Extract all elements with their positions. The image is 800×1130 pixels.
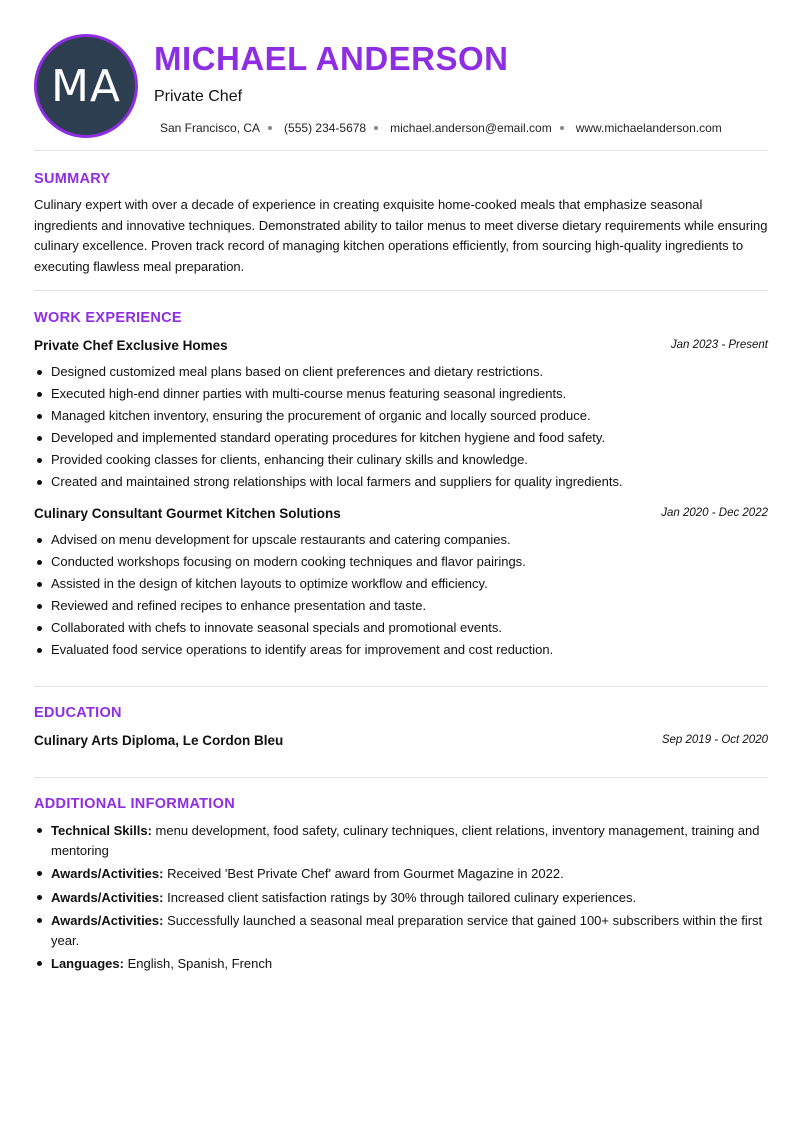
item-text: Received 'Best Private Chef' award from Gourmet Magazine in 2022.	[163, 866, 564, 881]
list-item	[34, 821, 768, 860]
resume-header	[34, 34, 768, 138]
job-date: Jan 2023 - Present	[670, 339, 768, 351]
divider	[34, 150, 768, 151]
list-item	[34, 954, 768, 974]
list-item	[34, 888, 768, 908]
degree: Culinary Arts Diploma, Le Cordon Bleu	[34, 733, 284, 748]
list-item: Assisted in the design of kitchen layouts to optimize workflow and efficiency.	[34, 575, 768, 593]
candidate-name: MICHAEL ANDERSON	[154, 40, 509, 77]
item-text: English, Spanish, French	[123, 956, 273, 971]
education-date: Sep 2019 - Oct 2020	[661, 734, 768, 746]
job-header	[34, 338, 768, 356]
separator-dot	[560, 126, 564, 130]
item-label: Awards/Activities:	[51, 913, 164, 928]
job-date: Jan 2020 - Dec 2022	[661, 507, 768, 519]
contact-location: San Francisco, CA	[160, 121, 261, 135]
job-bullets	[34, 363, 768, 495]
job-header	[34, 506, 768, 524]
list-item: Created and maintained strong relationships with local farmers and suppliers for quality ingredients.	[34, 473, 768, 491]
contact-email[interactable]: michael.anderson@email.com	[390, 121, 552, 135]
list-item	[34, 911, 768, 950]
contact-line	[160, 121, 722, 135]
separator-dot	[268, 126, 272, 130]
item-label: Awards/Activities:	[51, 889, 164, 905]
item-label: Technical Skills:	[51, 823, 152, 838]
list-item: Evaluated food service operations to identify areas for improvement and cost reduction.	[34, 641, 768, 659]
divider	[34, 290, 768, 291]
divider	[34, 686, 768, 687]
avatar: MA	[34, 34, 138, 138]
item-label: Languages:	[51, 956, 124, 971]
item-text: menu development, food safety, culinary techniques, client relations, inventory management, training and mentoring	[51, 823, 760, 858]
list-item: Managed kitchen inventory, ensuring the procurement of organic and locally sourced produce.	[34, 407, 768, 425]
list-item: Conducted workshops focusing on modern cooking techniques and flavor pairings.	[34, 553, 768, 571]
contact-phone: (555) 234-5678	[284, 121, 367, 135]
education-entry	[34, 733, 768, 751]
item-label: Awards/Activities:	[51, 866, 164, 881]
education-heading: EDUCATION	[34, 705, 122, 721]
additional-heading: ADDITIONAL INFORMATION	[34, 796, 235, 812]
list-item: Collaborated with chefs to innovate seasonal specials and promotional events.	[34, 619, 768, 637]
divider	[34, 777, 768, 778]
summary-heading: SUMMARY	[34, 171, 111, 187]
contact-website[interactable]: www.michaelanderson.com	[575, 121, 722, 135]
additional-list	[34, 821, 768, 978]
list-item: Provided cooking classes for clients, enhancing their culinary skills and knowledge.	[34, 451, 768, 469]
job-bullets	[34, 531, 768, 663]
job-role: Culinary Consultant Gourmet Kitchen Solutions	[34, 506, 341, 521]
list-item: Reviewed and refined recipes to enhance presentation and taste.	[34, 597, 768, 615]
list-item: Developed and implemented standard operating procedures for kitchen hygiene and food safety.	[34, 429, 768, 447]
list-item: Designed customized meal plans based on client preferences and dietary restrictions.	[34, 363, 768, 381]
list-item: Advised on menu development for upscale restaurants and catering companies.	[34, 531, 768, 549]
experience-heading: WORK EXPERIENCE	[34, 310, 182, 326]
job-role: Private Chef Exclusive Homes	[34, 338, 228, 353]
list-item: Executed high-end dinner parties with multi-course menus featuring seasonal ingredients.	[34, 385, 768, 403]
item-text: Increased client satisfaction ratings by 30% through tailored culinary experiences.	[163, 889, 637, 905]
item-text: Successfully launched a seasonal meal preparation service that gained 100+ subscribers within the first year.	[51, 913, 763, 948]
job-title: Private Chef	[154, 88, 243, 105]
separator-dot	[374, 126, 378, 130]
list-item	[34, 864, 768, 884]
summary-text: Culinary expert with over a decade of experience in creating exquisite home-cooked meals that emphasize seasonal ingredients and innovative techniques. Demonstrated ability to tailor menus to meet diverse dietary requirements while ensuring culinary excellence. Proven track record of managing kitchen operations efficiently, from sourcing high-quality ingredients to executing flawless meal preparation.	[34, 197, 768, 274]
